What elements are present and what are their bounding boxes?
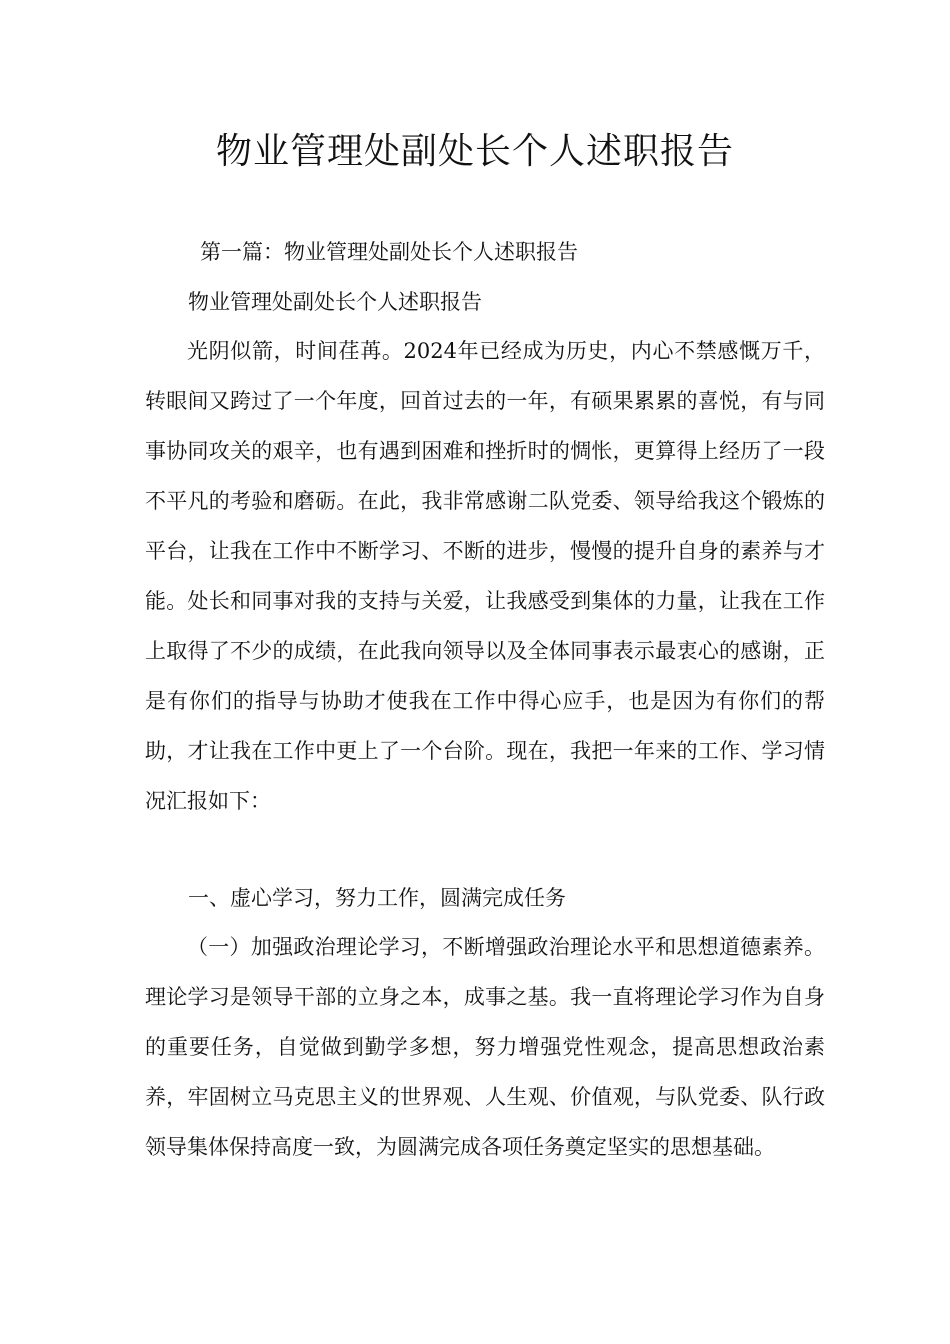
document-title: 物业管理处副处长个人述职报告 [215,131,734,172]
sub-heading: 物业管理处副处长个人述职报告 [188,290,482,314]
part-heading: 第一篇：物业管理处副处长个人述职报告 [200,240,578,264]
section-1-1-paragraph: （一）加强政治理论学习，不断增强政治理论水平和思想道德素养。理论学习是领导干部的立身之本，成事之基。我一直将理论学习作为自身的重要任务，自觉做到勤学多想，努力增强党性观念，提高思想政治素养，牢固树立马克思主义的世界观、人生观、价值观，与队党委、队行政领导集体保持高度一致，为圆满完成各项任务奠定坚实的思想基础。 [145,935,825,1159]
intro-paragraph: 光阴似箭，时间荏苒。2024年已经成为历史，内心不禁感慨万千，转眼间又跨过了一个年度，回首过去的一年，有硕果累累的喜悦，有与同事协同攻关的艰辛，也有遇到困难和挫折时的惆怅，更算得上经历了一段不平凡的考验和磨砺。在此，我非常感谢二队党委、领导给我这个锻炼的平台，让我在工作中不断学习、不断的进步，慢慢的提升自身的素养与才能。处长和同事对我的支持与关爱，让我感受到集体的力量，让我在工作上取得了不少的成绩，在此我向领导以及全体同事表示最衷心的感谢，正是有你们的指导与协助才使我在工作中得心应手，也是因为有你们的帮助，才让我在工作中更上了一个台阶。现在，我把一年来的工作、学习情况汇报如下： [145,339,825,813]
section-1-heading: 一、虚心学习，努力工作，圆满完成任务 [188,886,566,910]
